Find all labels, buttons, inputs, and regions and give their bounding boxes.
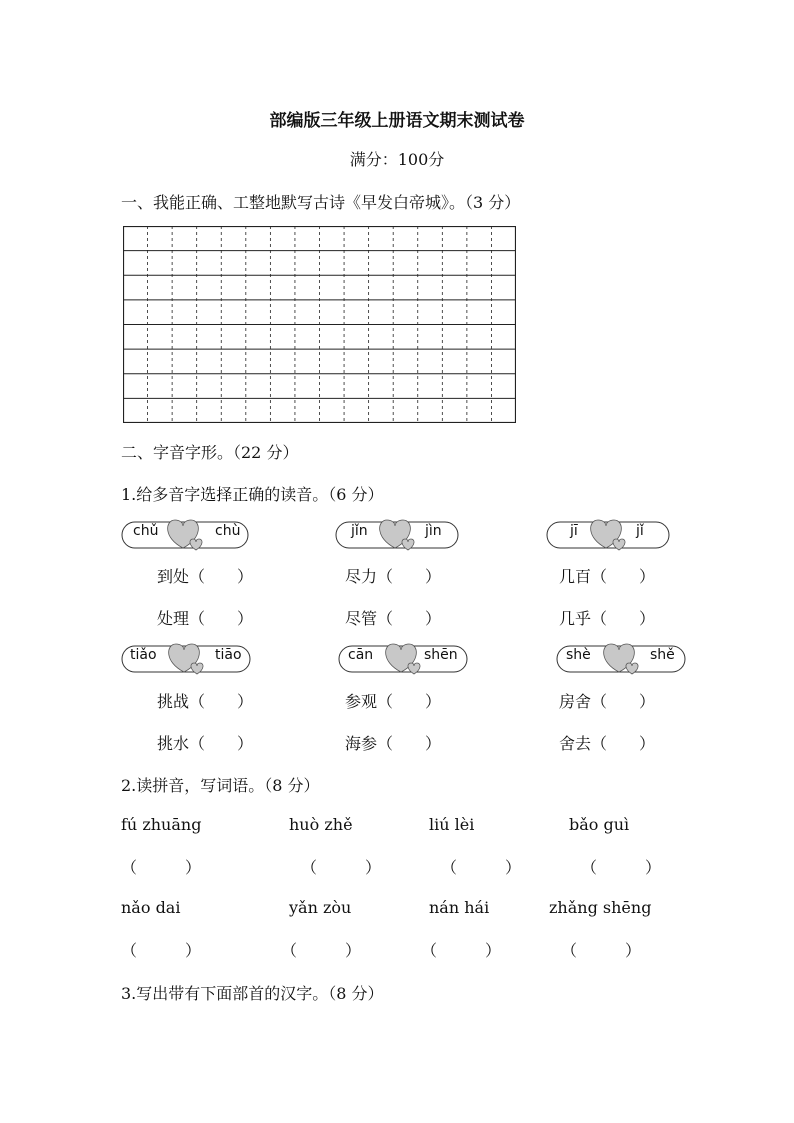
pinyin-prompt: fú zhuāng bbox=[121, 815, 202, 834]
polyphone-word: 挑战（ ） bbox=[157, 692, 254, 711]
pinyin-option-left[interactable]: chǔ bbox=[133, 523, 159, 539]
polyphone-word: 尽管（ ） bbox=[345, 609, 442, 628]
pinyin-option-right[interactable]: shě bbox=[650, 647, 675, 663]
pinyin-prompt: zhǎng shēng bbox=[549, 898, 652, 917]
page-title: 部编版三年级上册语文期末测试卷 bbox=[269, 111, 525, 131]
pinyin-option-left[interactable]: shè bbox=[566, 647, 591, 663]
answer-blank[interactable]: （ ） bbox=[561, 941, 642, 960]
pinyin-option-left[interactable]: cān bbox=[348, 647, 374, 663]
answer-blank[interactable]: （ ） bbox=[421, 941, 502, 960]
writing-grid[interactable] bbox=[123, 226, 516, 423]
pinyin-choice-pill bbox=[556, 642, 686, 676]
polyphone-word: 房舍（ ） bbox=[559, 692, 656, 711]
pinyin-prompt: nǎo dai bbox=[121, 898, 181, 917]
polyphone-word: 参观（ ） bbox=[345, 692, 442, 711]
pinyin-prompt: nán hái bbox=[429, 898, 490, 917]
pinyin-prompt: liú lèi bbox=[429, 815, 475, 834]
pinyin-option-right[interactable]: chù bbox=[215, 523, 241, 539]
q2-heading: 2.读拼音，写词语。（8 分） bbox=[121, 776, 320, 795]
answer-blank[interactable]: （ ） bbox=[121, 858, 202, 877]
polyphone-word: 舍去（ ） bbox=[559, 734, 656, 753]
pinyin-choice-pill bbox=[335, 518, 459, 552]
pinyin-choice-pill bbox=[546, 518, 670, 552]
polyphone-word: 海参（ ） bbox=[345, 734, 442, 753]
section1-heading: 一、我能正确、工整地默写古诗《早发白帝城》。（3 分） bbox=[121, 193, 521, 212]
section2-heading: 二、字音字形。（22 分） bbox=[121, 443, 299, 462]
q3-heading: 3.写出带有下面部首的汉字。（8 分） bbox=[121, 984, 384, 1003]
answer-blank[interactable]: （ ） bbox=[121, 941, 202, 960]
answer-blank[interactable]: （ ） bbox=[581, 858, 662, 877]
pinyin-prompt: bǎo guì bbox=[569, 815, 630, 834]
pinyin-choice-pill bbox=[121, 642, 251, 676]
answer-blank[interactable]: （ ） bbox=[281, 941, 362, 960]
polyphone-word: 处理（ ） bbox=[157, 609, 254, 628]
pinyin-choice-pill bbox=[338, 642, 468, 676]
pinyin-prompt: huò zhě bbox=[289, 815, 353, 834]
pinyin-option-left[interactable]: tiǎo bbox=[130, 647, 157, 663]
polyphone-word: 几乎（ ） bbox=[559, 609, 656, 628]
polyphone-word: 几百（ ） bbox=[559, 567, 656, 586]
polyphone-word: 到处（ ） bbox=[157, 567, 254, 586]
pinyin-option-left[interactable]: jǐn bbox=[351, 523, 368, 539]
pinyin-prompt: yǎn zòu bbox=[289, 898, 352, 917]
pinyin-choice-pill bbox=[121, 518, 249, 552]
polyphone-word: 挑水（ ） bbox=[157, 734, 254, 753]
pinyin-option-left[interactable]: jī bbox=[570, 523, 578, 539]
pinyin-option-right[interactable]: jìn bbox=[425, 523, 442, 539]
pinyin-option-right[interactable]: tiāo bbox=[215, 647, 242, 663]
pinyin-option-right[interactable]: jǐ bbox=[636, 523, 644, 539]
polyphone-word: 尽力（ ） bbox=[345, 567, 442, 586]
q1-heading: 1.给多音字选择正确的读音。（6 分） bbox=[121, 485, 384, 504]
pinyin-option-right[interactable]: shēn bbox=[424, 647, 458, 663]
answer-blank[interactable]: （ ） bbox=[301, 858, 382, 877]
answer-blank[interactable]: （ ） bbox=[441, 858, 522, 877]
total-score: 满分：100分 bbox=[349, 150, 445, 169]
